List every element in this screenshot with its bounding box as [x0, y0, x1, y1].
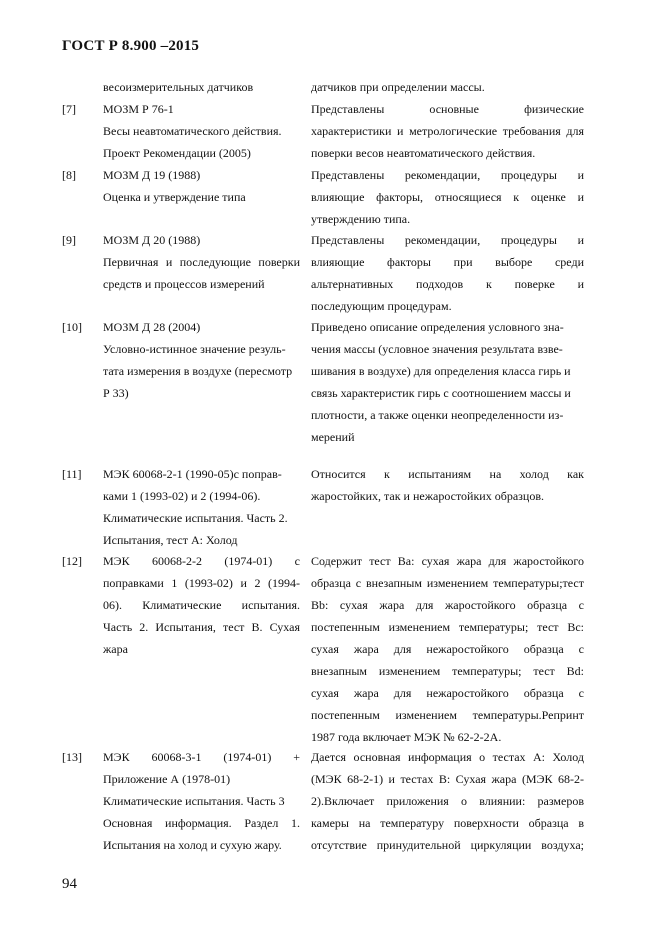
- title-line: МОЗМ Д 28 (2004): [103, 320, 201, 334]
- ref-number: [8]: [62, 168, 76, 182]
- desc-line: плотности, а также оценки неопределенности из-: [311, 408, 564, 422]
- title-line: поправками 1 (1993-02) и 2 (1994-: [103, 576, 300, 590]
- desc-line: влияющие факторы при выборе среди: [311, 255, 584, 269]
- desc-line: чения массы (условное значения результата взве-: [311, 342, 563, 356]
- desc-line: Представлены основные физические: [311, 102, 584, 116]
- desc-line: сухая жара для нежаростойкого образца с: [311, 642, 584, 656]
- title-line: ками 1 (1993-02) и 2 (1994-06).: [103, 489, 261, 503]
- title-line: Испытания на холод и сухую жару.: [103, 838, 282, 852]
- desc-line: внезапным изменением температуры; тест Bd:: [311, 664, 584, 678]
- title-line: Проект Рекомендации (2005): [103, 146, 251, 160]
- desc-line: альтернативных подходов к поверке и: [311, 277, 584, 291]
- ref-title: [103, 746, 300, 856]
- title-line: 06). Климатические испытания.: [103, 598, 300, 612]
- title-line: Климатические испытания. Часть 2.: [103, 511, 288, 525]
- desc-line: Представлены рекомендации, процедуры и: [311, 168, 584, 182]
- desc-line: жаростойких, так и нежаростойких образцов.: [311, 489, 544, 503]
- desc-line: Представлены рекомендации, процедуры и: [311, 233, 584, 247]
- title-line: весоизмерительных датчиков: [103, 80, 254, 94]
- ref-title: [103, 98, 300, 164]
- document-header: ГОСТ Р 8.900 –2015: [62, 38, 200, 54]
- desc-line: 1987 года включает МЭК № 62-2-2А.: [311, 730, 502, 744]
- ref-title: [103, 164, 300, 208]
- title-line: МОЗМ Д 20 (1988): [103, 233, 201, 247]
- title-line: Приложение А (1978-01): [103, 772, 231, 786]
- ref-description: [311, 550, 584, 748]
- title-line: МЭК 60068-3-1 (1974-01) +: [103, 750, 300, 764]
- ref-description: [311, 463, 584, 507]
- desc-line: образца с внезапным изменением температуры;тест: [311, 576, 584, 590]
- desc-line: Содержит тест Ва: сухая жара для жаростойкого: [311, 554, 584, 568]
- ref-title: [103, 316, 300, 404]
- ref-description: [311, 229, 584, 317]
- title-line: Р 33): [103, 386, 129, 400]
- title-line: МОЗМ Р 76-1: [103, 102, 174, 116]
- desc-line: Относится к испытаниям на холод как: [311, 467, 584, 481]
- desc-line: влияющие факторы, относящиеся к оценке и: [311, 190, 584, 204]
- title-line: МОЗМ Д 19 (1988): [103, 168, 201, 182]
- desc-line: постепенным изменением температуры; тест Bc:: [311, 620, 584, 634]
- desc-line: мерений: [311, 430, 355, 444]
- desc-line: камеры на температуру поверхности образца в: [311, 816, 584, 830]
- desc-line: поверки весов неавтоматического действия.: [311, 146, 536, 160]
- desc-line: Bb: сухая жара для жаростойкого образца с: [311, 598, 584, 612]
- desc-line: Дается основная информация о тестах А: Холод: [311, 750, 584, 764]
- desc-line: последующим процедурам.: [311, 299, 452, 313]
- ref-description: [311, 164, 584, 230]
- ref-description: [311, 746, 584, 856]
- ref-title: [103, 550, 300, 660]
- ref-number: [11]: [62, 467, 82, 481]
- ref-description: [311, 316, 584, 448]
- ref-title: [103, 76, 300, 98]
- desc-line: отсутствие принудительной циркуляции воздуха;: [311, 838, 584, 852]
- ref-title: [103, 229, 300, 295]
- page-number: 94: [62, 876, 77, 892]
- desc-line: постепенным изменением температуры.Репринт: [311, 708, 584, 722]
- desc-line: Приведено описание определения условного зна-: [311, 320, 564, 334]
- ref-number: [13]: [62, 750, 82, 764]
- desc-line: утверждению типа.: [311, 212, 411, 226]
- ref-number: [7]: [62, 102, 76, 116]
- desc-line: (МЭК 68-2-1) и тестах В: Сухая жара (МЭК 68-2-: [311, 772, 584, 786]
- title-line: Первичная и последующие поверки: [103, 255, 300, 269]
- desc-line: 2).Включает приложения о влиянии: размеров: [311, 794, 584, 808]
- title-line: средств и процессов измерений: [103, 277, 265, 291]
- desc-line: сухая жара для нежаростойкого образца с: [311, 686, 584, 700]
- ref-title: [103, 463, 300, 551]
- ref-number: [10]: [62, 320, 82, 334]
- title-line: тата измерения в воздухе (пересмотр: [103, 364, 293, 378]
- desc-line: характеристики и метрологические требования для: [311, 124, 584, 138]
- title-line: жара: [103, 642, 128, 656]
- ref-number: [12]: [62, 554, 82, 568]
- title-line: Часть 2. Испытания, тест В. Сухая: [103, 620, 300, 634]
- desc-line: датчиков при определении массы.: [311, 80, 485, 94]
- ref-description: [311, 98, 584, 164]
- title-line: Основная информация. Раздел 1.: [103, 816, 300, 830]
- title-line: МЭК 60068-2-2 (1974-01) с: [103, 554, 300, 568]
- ref-description: [311, 76, 584, 98]
- desc-line: шивания в воздухе) для определения класса гирь и: [311, 364, 571, 378]
- title-line: Условно-истинное значение резуль-: [103, 342, 286, 356]
- title-line: Испытания, тест А: Холод: [103, 533, 238, 547]
- ref-number: [9]: [62, 233, 76, 247]
- title-line: МЭК 60068-2-1 (1990-05)с поправ-: [103, 467, 282, 481]
- title-line: Климатические испытания. Часть 3: [103, 794, 285, 808]
- desc-line: связь характеристик гирь с соотношением массы и: [311, 386, 571, 400]
- title-line: Весы неавтоматического действия.: [103, 124, 282, 138]
- title-line: Оценка и утверждение типа: [103, 190, 246, 204]
